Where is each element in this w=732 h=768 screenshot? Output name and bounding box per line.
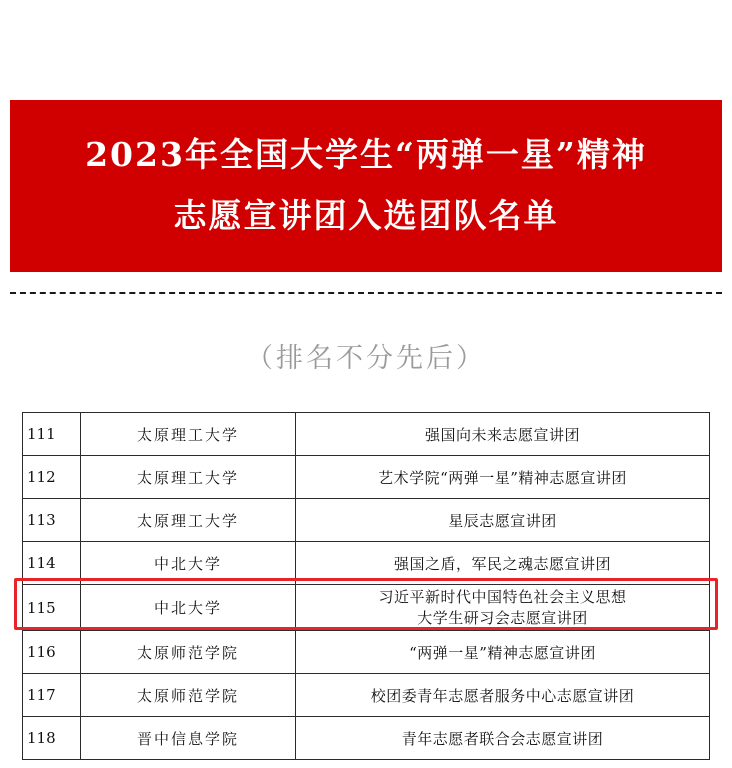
row-index: 116 [23, 631, 81, 674]
table-row [23, 717, 710, 760]
table-row [23, 674, 710, 717]
row-team [296, 585, 710, 631]
row-index: 118 [23, 717, 81, 760]
row-team: 校团委青年志愿者服务中心志愿宣讲团 [296, 674, 710, 717]
dashed-divider [10, 292, 722, 294]
row-team: 青年志愿者联合会志愿宣讲团 [296, 717, 710, 760]
row-index: 111 [23, 413, 81, 456]
row-school: 中北大学 [81, 585, 296, 631]
table-row [23, 499, 710, 542]
row-team: “两弹一星”精神志愿宣讲团 [296, 631, 710, 674]
team-list-table-wrapper [22, 412, 710, 760]
row-school: 太原理工大学 [81, 499, 296, 542]
row-team: 强国之盾，军民之魂志愿宣讲团 [296, 542, 710, 585]
row-school: 太原理工大学 [81, 413, 296, 456]
row-team-line-2: 大学生研习会志愿宣讲团 [417, 608, 588, 627]
team-list-table [22, 412, 710, 760]
row-index: 115 [23, 585, 81, 631]
table-row [23, 542, 710, 585]
row-index: 113 [23, 499, 81, 542]
row-team-line-1: 习近平新时代中国特色社会主义思想 [378, 588, 627, 607]
row-school: 晋中信息学院 [81, 717, 296, 760]
subtitle-note: （排名不分先后） [246, 343, 486, 374]
banner-title-line-1: 2023年全国大学生“两弹一星”精神 [85, 135, 647, 175]
row-team: 艺术学院“两弹一星”精神志愿宣讲团 [296, 456, 710, 499]
row-school: 太原师范学院 [81, 674, 296, 717]
row-index: 112 [23, 456, 81, 499]
table-row [23, 456, 710, 499]
table-row [23, 413, 710, 456]
table-row [23, 631, 710, 674]
row-index: 117 [23, 674, 81, 717]
row-index: 114 [23, 542, 81, 585]
row-school: 太原师范学院 [81, 631, 296, 674]
row-team: 强国向未来志愿宣讲团 [296, 413, 710, 456]
row-school: 太原理工大学 [81, 456, 296, 499]
row-school: 中北大学 [81, 542, 296, 585]
banner-title-line-2: 志愿宣讲团入选团队名单 [173, 196, 559, 235]
row-team: 星辰志愿宣讲团 [296, 499, 710, 542]
table-row-highlighted [23, 585, 710, 631]
table-body [23, 413, 710, 760]
title-banner [10, 100, 722, 272]
